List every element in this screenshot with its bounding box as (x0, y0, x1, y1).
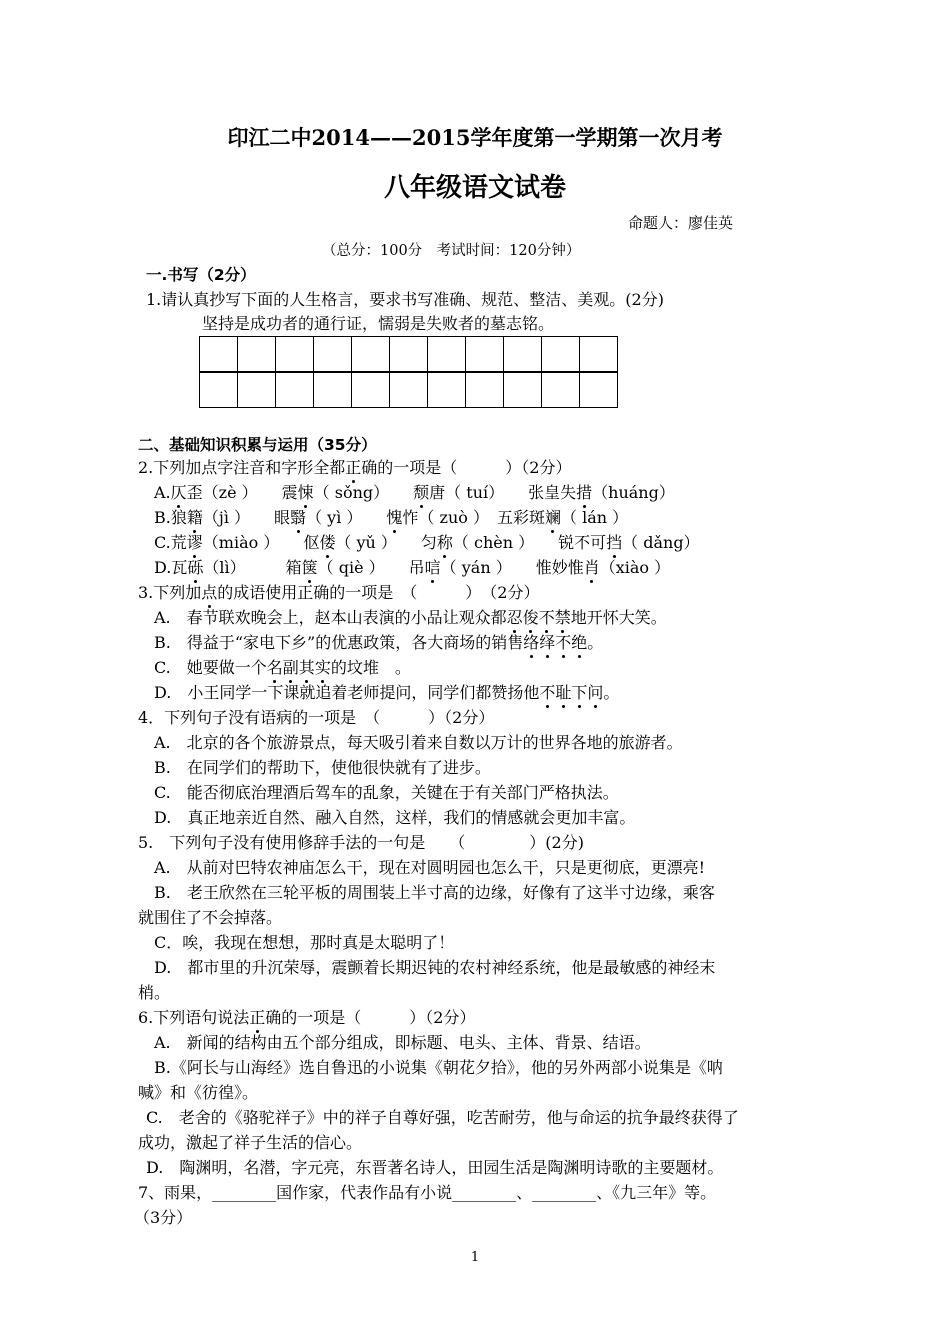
grid-cell[interactable] (542, 337, 580, 371)
exam-info: （总分：100分 考试时间：120分钟） (322, 243, 581, 259)
q6-option-c: C. 老舍的《骆驼祥子》中的祥子自尊好强，吃苦耐劳，他与命运的抗争最终获得了 (146, 1108, 739, 1127)
grid-cell[interactable] (428, 373, 466, 407)
q3-option-a: A. 春节联欢晚会上，赵本山表演的小品让观众都忍俊不禁地开怀大笑。 (154, 608, 667, 627)
grid-cell[interactable] (504, 337, 542, 371)
q5-option-b-cont: 就围住了不会掉落。 (138, 908, 283, 927)
q5-option-c: C．唉，我现在想想，那时真是太聪明了！ (154, 933, 455, 952)
grid-cell[interactable] (352, 337, 390, 371)
section2-heading: 二、基础知识积累与运用（35分） (138, 436, 377, 454)
grid-cell[interactable] (390, 337, 428, 371)
exam-subtitle: 八年级语文试卷 (383, 173, 566, 203)
q7-points: （3分） (134, 1208, 193, 1227)
q4-option-c: C. 能否彻底治理酒后驾车的乱象，关键在于有关部门严格执法。 (154, 783, 619, 802)
q1-motto: 坚持是成功者的通行证，懦弱是失败者的墓志铭。 (202, 314, 555, 333)
q6-stem: 6.下列语句说法正确的一项是（ ）（2分） (138, 1008, 476, 1027)
grid-cell[interactable] (314, 373, 352, 407)
exam-title: 印江二中2014——2015学年度第一学期第一次月考 (227, 125, 723, 150)
q4-option-d: D. 真正地亲近自然、融入自然，这样，我们的情感就会更加丰富。 (154, 808, 636, 827)
q6-option-d: D. 陶渊明，名潜，字元亮，东晋著名诗人，田园生活是陶渊明诗歌的主要题材。 (146, 1158, 724, 1177)
q1-stem: 1.请认真抄写下面的人生格言，要求书写准确、规范、整洁、美观。(2分) (146, 290, 664, 309)
q4-option-a: A. 北京的各个旅游景点，每天吸引着来自数以万计的世界各地的旅游者。 (154, 733, 683, 752)
grid-cell[interactable] (352, 373, 390, 407)
q6-option-b: B.《阿长与山海经》选自鲁迅的小说集《朝花夕拾》，他的另外两部小说集是《呐 (154, 1058, 723, 1077)
q5-stem: 5. 下列句子没有使用修辞手法的一句是 （ ）(2分) (138, 833, 584, 852)
writing-grid-row-1[interactable] (199, 336, 618, 372)
q7-stem: 7、雨果，________国作家，代表作品有小说________、________、《九三年》等。 (138, 1183, 717, 1202)
q5-option-b: B. 老王欣然在三轮平板的周围装上半寸高的边缘，好像有了这半寸边缘，乘客 (154, 883, 715, 902)
q4-stem: 4．下列句子没有语病的一项是 （ ）（2分） (138, 708, 495, 727)
q2-option-a: A.仄歪（zè ） 震悚（ sǒng） 颓唐（ tuí） 张皇失措（huáng） (154, 483, 675, 502)
grid-cell[interactable] (200, 373, 238, 407)
grid-cell[interactable] (314, 337, 352, 371)
grid-cell[interactable] (466, 373, 504, 407)
writing-grid-row-2[interactable] (199, 372, 618, 408)
page-number: 1 (470, 1250, 480, 1265)
author-line: 命题人：廖佳英 (628, 214, 734, 232)
q5-option-a: A. 从前对巴特农神庙怎么干，现在对圆明园也怎么干，只是更彻底，更漂亮! (154, 858, 706, 877)
grid-cell[interactable] (238, 373, 276, 407)
grid-cell[interactable] (200, 337, 238, 371)
grid-cell[interactable] (504, 373, 542, 407)
grid-cell[interactable] (466, 337, 504, 371)
grid-cell[interactable] (238, 337, 276, 371)
q2-option-c: C.荒谬（miào ） 伛偻（ yǔ ） 匀称（ chèn ） 锐不可挡（ dǎng） (154, 533, 700, 552)
q3-stem: 3.下列加点的成语使用正确的一项是 （ ） （2分） (138, 583, 540, 602)
grid-cell[interactable] (390, 373, 428, 407)
q6-option-c-cont: 成功，激起了祥子生活的信心。 (138, 1133, 363, 1152)
q5-option-d-cont: 梢。 (138, 983, 171, 1002)
q5-option-d: D. 都市里的升沉荣辱，震颤着长期迟钝的农村神经系统，他是最敏感的神经末 (154, 958, 716, 977)
grid-cell[interactable] (276, 373, 314, 407)
q3-option-b: B. 得益于“家电下乡”的优惠政策，各大商场的销售络绎不绝。 (154, 633, 604, 652)
grid-cell[interactable] (428, 337, 466, 371)
q2-option-b: B.狼籍（jì ） 眼翳（ yì ） 愧怍（ zuò ） 五彩斑斓（ lán ） (154, 508, 629, 527)
q4-option-b: B. 在同学们的帮助下，使他很快就有了进步。 (154, 758, 491, 777)
grid-cell[interactable] (542, 373, 580, 407)
grid-cell[interactable] (580, 337, 617, 371)
q6-option-b-cont: 喊》和《彷徨》。 (138, 1083, 259, 1102)
q3-option-d: D. 小王同学一下课就追着老师提问，同学们都赞扬他不耻下问。 (154, 683, 620, 702)
section1-heading: 一.书写（2分） (146, 266, 256, 284)
q3-option-c: C. 她要做一个名副其实的坟堆 。 (154, 658, 411, 677)
grid-cell[interactable] (580, 373, 617, 407)
grid-cell[interactable] (276, 337, 314, 371)
q6-option-a: A. 新闻的结构由五个部分组成，即标题、电头、主体、背景、结语。 (154, 1033, 651, 1052)
q2-option-d: D.瓦砾（lì） 箱箧（ qiè ） 吊唁（ yán ） 惟妙惟肖（xiào ） (154, 558, 671, 577)
q2-stem: 2.下列加点字注音和字形全都正确的一项是（ ）（2分） (138, 458, 572, 477)
